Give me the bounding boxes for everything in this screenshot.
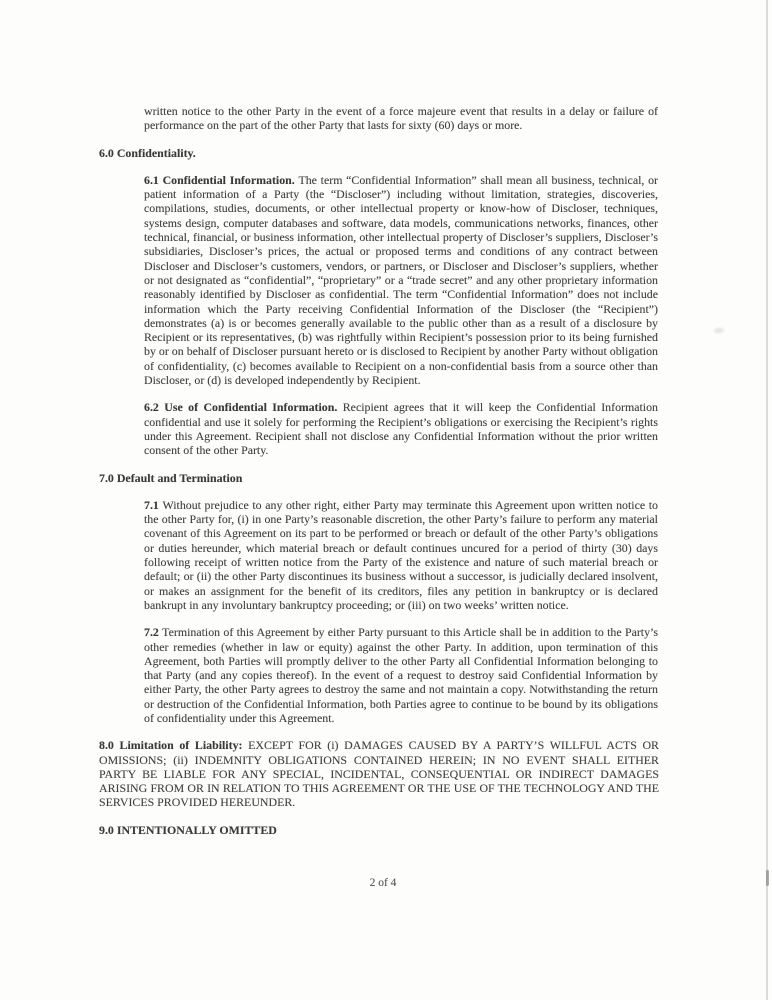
paragraph-6-2 (144, 400, 658, 457)
paragraph-7-2-text: Termination of this Agreement by either Party pursuant to this Article shall be in addition to the Party’s other remedies (whether in law or equity) against the other Party. In addition, upon termination of this Agreement, both Parties will promptly deliver to the other Party all Confidential Information belonging to that Party (and any copies thereof). In the event of a request to destroy said Confidential Information by either Party, the other Party agrees to destroy the same and not maintain a copy. Notwithstanding the return or destruction of the Confidential Information, both Parties agree to continue to be bound by its obligations of confidentiality under this Agreement. (144, 625, 658, 725)
paragraph-8-0-label: 8.0 Limitation of Liability: (99, 738, 249, 753)
intro-continuation-paragraph (144, 104, 658, 133)
paragraph-6-1 (144, 173, 658, 387)
paragraph-8-0-text: EXCEPT FOR (i) DAMAGES CAUSED BY A PARTY’S WILLFUL ACTS OR OMISSIONS; (ii) INDEMNITY OBLIGATIONS CONTAINED HEREIN; IN NO EVENT SHALL EITHER PARTY BE LIABLE FOR ANY SPECIAL, INCIDENTAL, CONSEQUENTIAL OR INDIRECT DAMAGES ARISING FROM OR IN RELATION TO THIS AGREEMENT OR THE USE OF THE TECHNOLOGY AND THE SERVICES PROVIDED HEREUNDER. (99, 738, 659, 810)
document-body (99, 104, 659, 850)
intro-continuation-text: written notice to the other Party in the event of a force majeure event that results in a delay or failure of performance on the part of the other Party that lasts for sixty (60) days or more. (144, 104, 658, 133)
scan-edge-artifact (766, 0, 768, 1000)
paragraph-7-2-label: 7.2 (144, 625, 163, 640)
paragraph-6-2-text: Recipient agrees that it will keep the Confidential Information confidential and use it solely for performing the Recipient’s obligations or exercising the Recipient’s rights under this Agreement. Recipient shall not disclose any Confidential Information without the prior written consent of the other Party. (144, 400, 658, 458)
scan-edge-dark-mark (766, 870, 769, 886)
paragraph-6-2-label: 6.2 Use of Confidential Information. (144, 400, 343, 415)
paragraph-8-0 (99, 738, 659, 809)
section-7-heading: 7.0 Default and Termination (99, 470, 243, 485)
paragraph-7-1-text: Without prejudice to any other right, either Party may terminate this Agreement upon written notice to the other Party for, (i) in one Party’s reasonable discretion, the other Party’s failure to perform any material covenant of this Agreement on its part to be performed or breach or default of the other Party’s obligations or duties hereunder, which material breach or default continues uncured for a period of thirty (30) days following receipt of written notice from the Party of the existence and nature of such material breach or default; or (ii) the other Party discontinues its business without a successor, is judicially declared insolvent, or makes an assignment for the benefit of its creditors, files any petition in bankruptcy or is declared bankrupt in any involuntary bankruptcy proceeding; or (iii) on two weeks’ written notice. (144, 497, 658, 612)
paragraph-7-2 (144, 625, 658, 725)
section-6-heading: 6.0 Confidentiality. (99, 145, 196, 160)
paragraph-6-1-text: The term “Confidential Information” shall mean all business, technical, or patient information of a Party (the “Discloser”) including without limitation, strategies, discoveries, compilations, studies, documents, or other intellectual property or know-how of Discloser, techniques, systems design, computer databases and software, data models, communications networks, finances, other technical, financial, or business information, other intellectual property of Discloser’s suppliers, Discloser’s subsidiaries, Discloser’s prices, the actual or proposed terms and conditions of any contract between Discloser and Discloser’s customers, vendors, or partners, or Discloser and Discloser’s suppliers, whether or not designated as “confidential”, “proprietary” or a “trade secret” and any other proprietary information reasonably identified by Discloser as confidential. The term “Confidential Information” does not include information which the Party receiving Confidential Information of the Discloser (the “Recipient”) demonstrates (a) is or becomes generally available to the public other than as a result of a disclosure by Recipient or its representatives, (b) was rightfully within Recipient’s possession prior to its being furnished by or on behalf of Discloser pursuant hereto or is disclosed to Recipient by another Party without obligation of confidentiality, (c) becomes available to Recipient on a non-confidential basis from a source other than Discloser, or (d) is developed independently by Recipient. (144, 172, 658, 388)
paragraph-7-1-label: 7.1 (144, 497, 163, 512)
page-number: 2 of 4 (369, 877, 397, 889)
scan-smudge-artifact (714, 328, 724, 333)
paragraph-6-1-label: 6.1 Confidential Information. (144, 172, 299, 187)
section-9-heading: 9.0 INTENTIONALLY OMITTED (99, 822, 277, 837)
paragraph-7-1 (144, 498, 658, 612)
